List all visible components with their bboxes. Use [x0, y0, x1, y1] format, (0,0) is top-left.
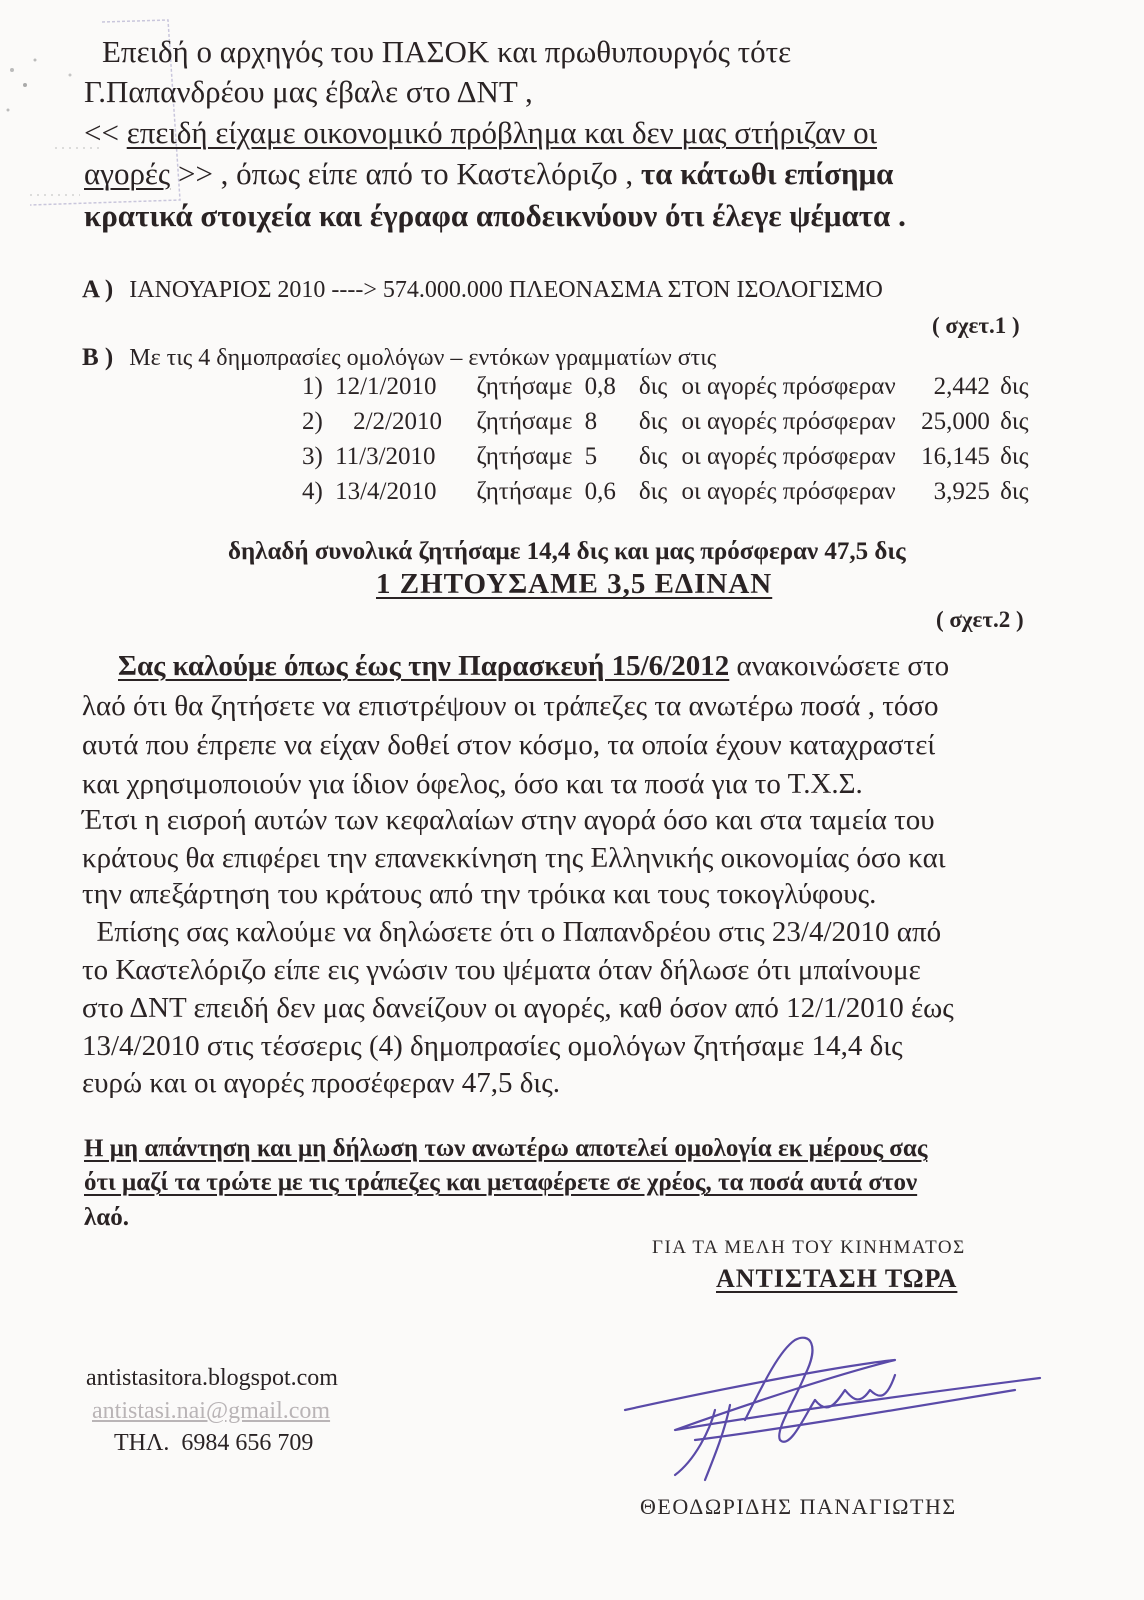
- auction-offered-unit: δις: [1000, 373, 1029, 400]
- signature-label: ΓΙΑ ΤΑ ΜΕΛΗ ΤΟΥ ΚΙΝΗΜΑΤΟΣ: [652, 1237, 966, 1258]
- section-b-intro: Με τις 4 δημοπρασίες ομολόγων – εντόκων γραμματίων στις: [129, 345, 717, 371]
- body-line: στο ΔΝΤ επειδή δεν μας δανείζουν οι αγορές, καθ όσον από 12/1/2010 έως: [82, 992, 954, 1024]
- body-first-line: [118, 650, 949, 683]
- warning-line: Η μη απάντηση και μη δήλωση των ανωτέρω αποτελεί ομολογία εκ μέρους σας: [84, 1135, 928, 1162]
- auction-num: 3): [302, 443, 323, 470]
- auction-offered: 3,925: [933, 478, 990, 505]
- section-b-ref: ( σχετ.2 ): [936, 607, 1024, 632]
- body-line: Επίσης σας καλούμε να δηλώσετε ότι ο Παπανδρέου στις 23/4/2010 από: [82, 916, 942, 948]
- blog-link[interactable]: antistasitora.blogspot.com: [86, 1365, 338, 1391]
- auction-date: 11/3/2010: [335, 443, 436, 470]
- section-a-ref: ( σχετ.1 ): [932, 313, 1020, 338]
- auction-offered: 25,000: [921, 408, 990, 435]
- warning-line: λαό.: [84, 1204, 129, 1231]
- body-line: αυτά που έπρεπε να είχαν δοθεί στον κόσμο, τα οποία έχουν καταχραστεί: [82, 729, 936, 761]
- movement-name: ΑΝΤΙΣΤΑΣΗ ΤΩΡΑ: [716, 1264, 958, 1293]
- body-line: κράτους θα επιφέρει την επανεκκίνηση της Ελληνικής οικονομίας όσο και: [82, 842, 946, 874]
- auction-offered-unit: δις: [1000, 408, 1029, 435]
- auction-num: 4): [302, 478, 323, 505]
- auction-date: 13/4/2010: [335, 478, 437, 505]
- auction-unit: δις: [638, 478, 668, 505]
- intro-line-1: Επειδή ο αρχηγός του ΠΑΣΟΚ και πρωθυπουργός τότε: [102, 34, 792, 69]
- auction-asked-label: ζητήσαμε: [476, 373, 573, 400]
- intro-line-2: Γ.Παπανδρέου μας έβαλε στο ΔΝΤ ,: [84, 74, 533, 109]
- auction-offered: 16,145: [921, 443, 990, 470]
- phone-number: ΤΗΛ. 6984 656 709: [114, 1430, 314, 1456]
- headline-ratio: 1 ΖΗΤΟΥΣΑΜΕ 3,5 ΕΔΙΝΑΝ: [376, 568, 773, 600]
- auction-row: [302, 408, 1029, 436]
- body-line: λαό ότι θα ζητήσετε να επιστρέψουν οι τράπεζες τα ανωτέρω ποσά , τόσο: [82, 690, 939, 722]
- body-line: 13/4/2010 στις τέσσερις (4) δημοπρασίες ομολόγων ζητήσαμε 14,4 δις: [82, 1030, 903, 1062]
- handwritten-signature: [595, 1320, 1065, 1490]
- auction-date: 2/2/2010: [353, 408, 442, 435]
- totals-line: δηλαδή συνολικά ζητήσαμε 14,4 δις και μας πρόσφεραν 47,5 δις: [228, 538, 906, 565]
- deadline-demand: Σας καλούμε όπως έως την Παρασκευή 15/6/2012: [118, 650, 730, 682]
- section-b-label: Β ): [82, 344, 114, 371]
- body-line: ευρώ και οι αγορές προσέφεραν 47,5 δις.: [82, 1067, 560, 1099]
- auction-asked: 8: [584, 408, 598, 435]
- body-line: και χρησιμοποιούν για ίδιον όφελος, όσο και τα ποσά για το Τ.Χ.Σ.: [82, 768, 863, 800]
- auction-row: [302, 373, 1029, 401]
- intro-quote-line: [84, 113, 877, 153]
- auction-offered-unit: δις: [1000, 443, 1029, 470]
- auction-offered-label: οι αγορές πρόσφεραν: [681, 478, 896, 505]
- body-line: το Καστελόριζο είπε εις γνώσιν του ψέματα όταν δήλωσε ότι μπαίνουμε: [82, 954, 921, 986]
- auction-unit: δις: [638, 408, 668, 435]
- auction-offered: 2,442: [933, 373, 990, 400]
- auction-unit: δις: [638, 443, 668, 470]
- auction-asked: 0,6: [584, 478, 616, 505]
- quote-underlined-2: αγορές: [84, 156, 171, 191]
- auction-offered-unit: δις: [1000, 478, 1029, 505]
- auction-num: 2): [302, 408, 323, 435]
- email-link[interactable]: antistasi.nai@gmail.com: [92, 1398, 331, 1424]
- quote-close: >> , όπως είπε από το Καστελόριζο ,: [177, 156, 634, 191]
- bold-claim-line: κρατικά στοιχεία και έγραφα αποδεικνύουν ότι έλεγε ψέματα .: [84, 198, 906, 233]
- section-a-text: ΙΑΝΟΥΑΡΙΟΣ 2010 ----> 574.000.000 ΠΛΕΟΝΑΣΜΑ ΣΤΟΝ ΙΣΟΛΟΓΙΣΜΟ: [129, 277, 883, 303]
- signatory-name: ΘΕΟΔΩΡΙΔΗΣ ΠΑΝΑΓΙΩΤΗΣ: [640, 1494, 957, 1519]
- section-a: [82, 276, 883, 304]
- auction-offered-label: οι αγορές πρόσφεραν: [681, 408, 896, 435]
- auction-asked: 0,8: [584, 373, 616, 400]
- auction-offered-label: οι αγορές πρόσφεραν: [681, 373, 896, 400]
- auction-num: 1): [302, 373, 323, 400]
- quote-underlined-1: επειδή είχαμε οικονομικό πρόβλημα και δεν μας στήριζαν οι: [126, 115, 878, 150]
- auction-asked-label: ζητήσαμε: [476, 408, 573, 435]
- quote-open: <<: [84, 115, 119, 150]
- auction-offered-label: οι αγορές πρόσφεραν: [681, 443, 896, 470]
- intro-quote-line-2: [84, 154, 893, 194]
- body-first-line-rest: ανακοινώσετε στο: [736, 650, 950, 682]
- section-b: [82, 344, 716, 372]
- body-line: Έτσι η εισροή αυτών των κεφαλαίων στην αγορά όσο και στα ταμεία του: [82, 804, 935, 836]
- warning-line: ότι μαζί τα τρώτε με τις τράπεζες και μεταφέρετε σε χρέος, τα ποσά αυτά στον: [84, 1169, 918, 1196]
- auction-row: [302, 478, 1029, 506]
- auction-unit: δις: [638, 373, 668, 400]
- auction-asked: 5: [584, 443, 598, 470]
- body-line: την απεξάρτηση του κράτους από την τρόικα και τους τοκογλύφους.: [82, 878, 877, 910]
- bold-claim-start: τα κάτωθι επίσημα: [640, 156, 894, 191]
- auction-asked-label: ζητήσαμε: [476, 443, 573, 470]
- auction-row: [302, 443, 1029, 471]
- intro-paragraph: [84, 26, 1084, 233]
- section-a-label: Α ): [82, 276, 114, 303]
- auction-date: 12/1/2010: [335, 373, 437, 400]
- auction-asked-label: ζητήσαμε: [476, 478, 573, 505]
